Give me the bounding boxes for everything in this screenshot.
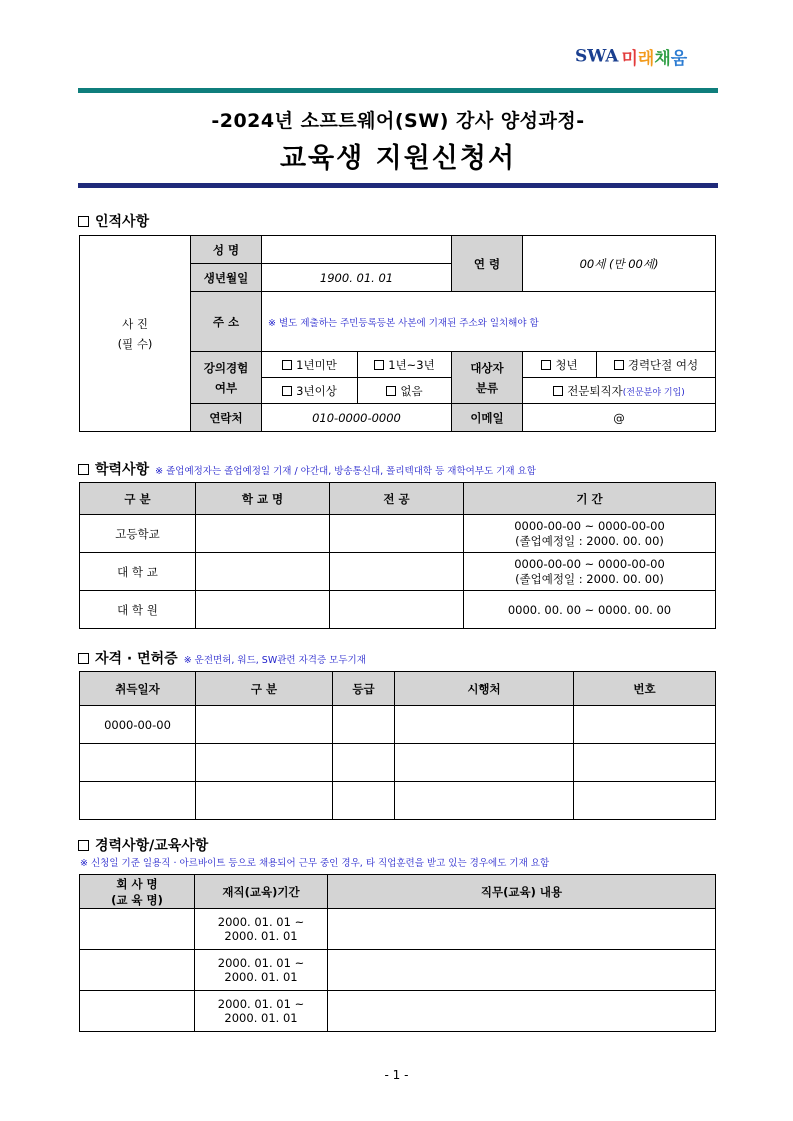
checkbox-icon[interactable] [374, 360, 384, 370]
duties-field[interactable] [328, 950, 716, 991]
age-field[interactable]: 00세 (만 00세) [523, 236, 716, 292]
period-end: 2000. 01. 01 [224, 1011, 298, 1025]
section-note: ※ 운전면허, 워드, SW관련 자격증 모두기재 [183, 655, 366, 666]
table-row [80, 553, 716, 591]
school-field[interactable] [196, 553, 330, 591]
license-type-field[interactable] [196, 782, 333, 820]
photo-required-label: (필 수) [117, 336, 153, 351]
email-field[interactable]: @ [523, 404, 716, 432]
company-field[interactable] [80, 950, 195, 991]
target-label-line: 분류 [475, 380, 499, 395]
option-label: 청년 [555, 357, 578, 372]
career-period-field[interactable] [195, 909, 328, 950]
table-row [80, 744, 716, 782]
license-type-field[interactable] [196, 744, 333, 782]
name-field[interactable] [262, 236, 452, 264]
career-period-field[interactable] [195, 991, 328, 1032]
section-label: 경력사항/교육사항 [95, 838, 209, 854]
period-range: 0000-00-00 ~ 0000-00-00 [514, 556, 665, 571]
lecture-experience-label [191, 352, 262, 404]
table-row [80, 782, 716, 820]
table-row [80, 706, 716, 744]
license-date-field[interactable] [80, 744, 196, 782]
section-education-title [78, 459, 536, 479]
career-header-period: 재직(교육)기간 [195, 875, 328, 909]
license-grade-field[interactable] [333, 744, 395, 782]
birth-label: 생년월일 [191, 264, 262, 292]
license-header-grade: 등급 [333, 672, 395, 706]
career-note: ※ 신청일 기준 일용직 · 아르바이트 등으로 채용되어 근무 중인 경우, 타 직업훈련을 받고 있는 경우에도 기재 요함 [80, 858, 550, 869]
target-label-line: 대상자 [470, 360, 504, 375]
option-label: 3년이상 [296, 383, 337, 398]
period-field[interactable] [464, 515, 716, 553]
license-type-field[interactable] [196, 706, 333, 744]
licenses-table [79, 671, 716, 820]
section-licenses-title [78, 648, 366, 668]
square-bullet-icon [78, 653, 89, 664]
address-label: 주 소 [191, 292, 262, 352]
duties-field[interactable] [328, 991, 716, 1032]
option-label: 전문퇴직자 [567, 383, 623, 398]
logo-char: 움 [670, 49, 688, 69]
license-number-field[interactable] [574, 706, 716, 744]
logo-char: 미 [621, 49, 638, 69]
lecture-option-over-3yr[interactable] [262, 378, 358, 404]
education-table [79, 482, 716, 629]
checkbox-icon[interactable] [282, 360, 292, 370]
photo-label: 사 진 [122, 316, 148, 331]
square-bullet-icon [78, 840, 89, 851]
lecture-option-none[interactable] [358, 378, 452, 404]
option-label: 1년~3년 [388, 357, 435, 372]
section-career-title [78, 835, 208, 855]
period-range: 0000. 00. 00 ~ 0000. 00. 00 [507, 602, 672, 617]
period-start: 2000. 01. 01 ~ [217, 915, 305, 929]
graduation-expected: (졸업예정일 : 2000. 00. 00) [515, 533, 664, 548]
license-header-type: 구 분 [196, 672, 333, 706]
edu-type: 대 학 교 [80, 553, 196, 591]
logo [575, 44, 717, 70]
career-header-company [80, 875, 195, 909]
header-line: 회 사 명 [116, 876, 158, 891]
edu-header-school: 학 교 명 [196, 483, 330, 515]
school-field[interactable] [196, 515, 330, 553]
license-number-field[interactable] [574, 744, 716, 782]
age-label: 연 령 [452, 236, 523, 292]
header-top-rule [78, 88, 718, 93]
contact-field[interactable]: 010-0000-0000 [262, 404, 452, 432]
checkbox-icon[interactable] [541, 360, 551, 370]
period-end: 2000. 01. 01 [224, 929, 298, 943]
license-number-field[interactable] [574, 782, 716, 820]
period-end: 2000. 01. 01 [224, 970, 298, 984]
personal-info-table [79, 235, 716, 432]
company-field[interactable] [80, 909, 195, 950]
logo-swa: SWA [575, 46, 619, 67]
section-label: 인적사항 [95, 214, 150, 230]
document-title: 교육생 지원신청서 [279, 143, 517, 174]
section-personal-title [78, 211, 149, 231]
table-row [80, 591, 716, 629]
checkbox-icon[interactable] [614, 360, 624, 370]
table-row [80, 515, 716, 553]
checkbox-icon[interactable] [553, 386, 563, 396]
target-option-career-break[interactable] [597, 352, 716, 378]
name-label: 성 명 [191, 236, 262, 264]
lecture-option-under-1yr[interactable] [262, 352, 358, 378]
target-category-label [452, 352, 523, 404]
license-issuer-field[interactable] [395, 706, 574, 744]
retiree-note: (전문분야 기입) [622, 387, 685, 398]
logo-korean [621, 49, 687, 69]
edu-header-type: 구 분 [80, 483, 196, 515]
career-period-field[interactable] [195, 950, 328, 991]
period-field[interactable] [464, 553, 716, 591]
major-field[interactable] [330, 553, 464, 591]
page-number: - 1 - [384, 1068, 409, 1082]
option-label: 경력단절 여성 [627, 357, 699, 372]
photo-cell[interactable] [80, 236, 191, 432]
period-start: 2000. 01. 01 ~ [217, 997, 305, 1011]
edu-header-period: 기 간 [464, 483, 716, 515]
period-range: 0000-00-00 ~ 0000-00-00 [514, 518, 665, 533]
logo-char: 채 [654, 49, 671, 69]
license-header-number: 번호 [574, 672, 716, 706]
header-line: (교 육 명) [111, 892, 163, 907]
option-label: 없음 [400, 383, 423, 398]
license-issuer-field[interactable] [395, 744, 574, 782]
logo-char: 래 [637, 49, 655, 69]
header-bottom-rule [78, 183, 718, 188]
edu-type: 고등학교 [80, 515, 196, 553]
career-header-duties: 직무(교육) 내용 [328, 875, 716, 909]
edu-type: 대 학 원 [80, 591, 196, 629]
lecture-label-line: 여부 [214, 380, 238, 395]
duties-field[interactable] [328, 909, 716, 950]
email-label: 이메일 [452, 404, 523, 432]
contact-label: 연락처 [191, 404, 262, 432]
document-subtitle: -2024년 소프트웨어(SW) 강사 양성과정- [211, 110, 585, 132]
license-grade-field[interactable] [333, 782, 395, 820]
major-field[interactable] [330, 591, 464, 629]
section-label: 학력사항 [95, 462, 150, 478]
lecture-option-1-3yr[interactable] [358, 352, 452, 378]
license-header-date: 취득일자 [80, 672, 196, 706]
checkbox-icon[interactable] [386, 386, 396, 396]
career-table [79, 874, 716, 1032]
license-header-issuer: 시행처 [395, 672, 574, 706]
table-row [80, 909, 716, 950]
target-option-retiree[interactable] [523, 378, 716, 404]
address-note: ※ 별도 제출하는 주민등록등본 사본에 기재된 주소와 일치해야 함 [268, 317, 539, 329]
square-bullet-icon [78, 216, 89, 227]
lecture-label-line: 강의경험 [203, 360, 249, 375]
table-row [80, 991, 716, 1032]
table-row [80, 950, 716, 991]
school-field[interactable] [196, 591, 330, 629]
birth-field[interactable]: 1900. 01. 01 [262, 264, 452, 292]
graduation-expected: (졸업예정일 : 2000. 00. 00) [515, 571, 664, 586]
section-label: 자격 · 면허증 [95, 651, 178, 667]
license-issuer-field[interactable] [395, 782, 574, 820]
license-grade-field[interactable] [333, 706, 395, 744]
license-date-field[interactable] [80, 782, 196, 820]
major-field[interactable] [330, 515, 464, 553]
company-field[interactable] [80, 991, 195, 1032]
checkbox-icon[interactable] [282, 386, 292, 396]
address-field[interactable] [262, 292, 716, 352]
square-bullet-icon [78, 464, 89, 475]
period-field[interactable] [464, 591, 716, 629]
option-label: 1년미만 [296, 357, 337, 372]
period-start: 2000. 01. 01 ~ [217, 956, 305, 970]
target-option-youth[interactable] [523, 352, 597, 378]
license-date-field[interactable]: 0000-00-00 [80, 706, 196, 744]
edu-header-major: 전 공 [330, 483, 464, 515]
section-note: ※ 졸업예정자는 졸업예정일 기재 / 야간대, 방송통신대, 폴리텍대학 등 재학여부도 기재 요함 [155, 466, 536, 477]
